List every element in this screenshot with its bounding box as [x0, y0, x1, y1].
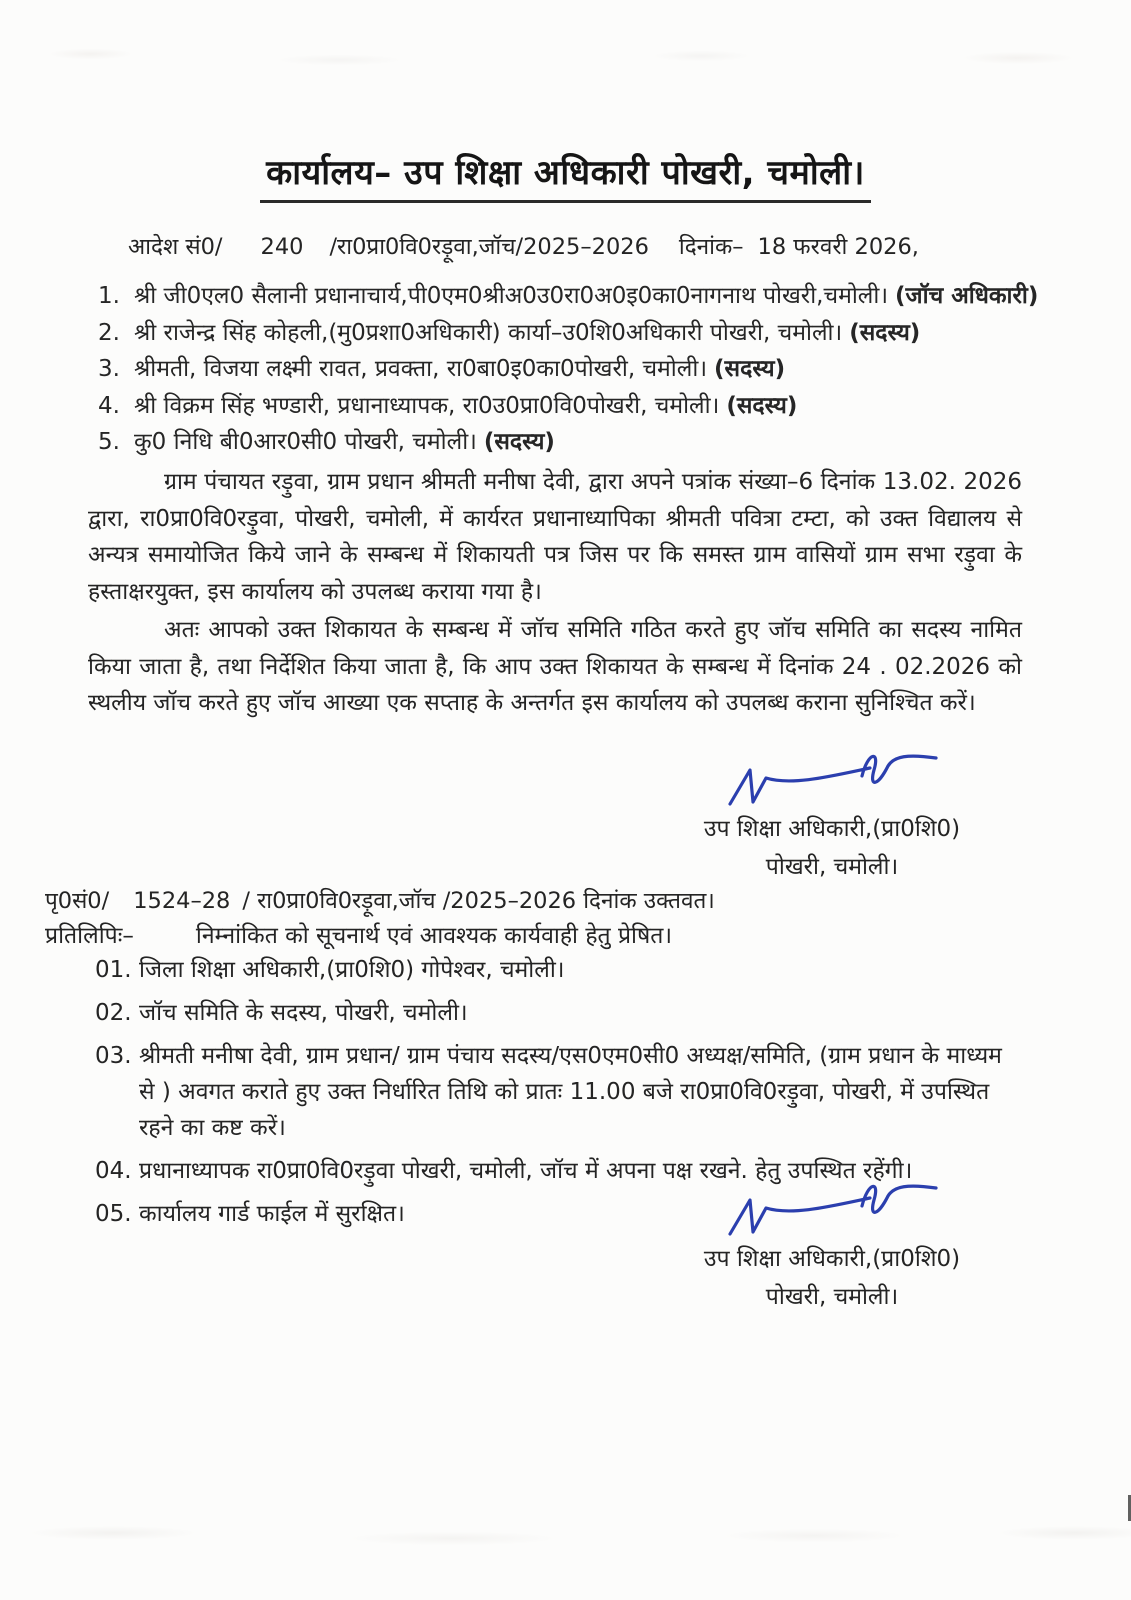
signatory-place: पोखरी, चमोली। — [765, 854, 899, 880]
committee-item-text: श्री विक्रम सिंह भण्डारी, प्रधानाध्यापक, रा0उ0प्रा0वि0पोखरी, चमोली। (सदस्य) — [134, 392, 798, 419]
signatory-designation: उप शिक्षा अधिकारी,(प्रा0शि0) — [703, 1246, 961, 1272]
copy-item-number: 05. — [95, 1201, 132, 1227]
copies-header — [45, 918, 672, 950]
signature-block-1 — [662, 748, 1002, 886]
body-paragraph-1: ग्राम पंचायत रड़ुवा, ग्राम प्रधान श्रीमती मनीषा देवी, द्वारा अपने पत्रांक संख्या–6 दिनांक 13.02. 2026 द्वारा, रा0प्रा0वि0रड़ुवा, पोखरी, चमोली, में कार्यरत प्रधानाध्यापिका श्रीमती पवित्रा टम्टा, को उक्त विद्यालय से अन्यत्र समायोजित किये जाने के सम्बन्ध में शिकायती पत्र जिस पर कि समस्त ग्राम वासियों ग्राम सभा रड़ुवा के हस्ताक्षरयुक्त, इस कार्यालय को उपलब्ध कराया गया है। — [88, 469, 1022, 605]
copy-item-text: प्रधानाध्यापक रा0प्रा0वि0रड़ुवा पोखरी, चमोली, जॉच में अपना पक्ष रखने. हेतु उपस्थित रहेंगी। — [139, 1158, 913, 1184]
committee-item-role: (सदस्य) — [726, 392, 798, 419]
order-number: 240 — [260, 234, 304, 260]
committee-item — [98, 355, 1083, 383]
copy-item-text: कार्यालय गार्ड फाईल में सुरक्षित। — [139, 1201, 405, 1227]
letterhead — [0, 148, 1131, 203]
committee-item-number: 4. — [98, 392, 120, 419]
copy-item-number: 02. — [95, 1000, 132, 1026]
copy-item — [95, 1038, 1023, 1146]
committee-item-text: श्री राजेन्द्र सिंह कोहली,(मु0प्रशा0अधिकारी) कार्या–उ0शि0अधिकारी पोखरी, चमोली। (सदस्य) — [134, 319, 921, 346]
signature-ink — [702, 748, 962, 812]
committee-item-number: 5. — [98, 429, 120, 455]
signature-block-2 — [662, 1178, 1002, 1316]
copy-item-number: 04. — [95, 1158, 132, 1184]
copy-item-number: 03. — [95, 1043, 132, 1069]
copy-item-text: जॉच समिति के सदस्य, पोखरी, चमोली। — [139, 1000, 468, 1026]
endorsement-ref-line — [45, 884, 715, 915]
scan-noise-bottom — [0, 1500, 1131, 1555]
committee-item-number: 1. — [98, 283, 120, 309]
committee-item — [98, 282, 1083, 310]
committee-item-text: श्रीमती, विजया लक्ष्मी रावत, प्रवक्ता, रा0बा0इ0का0पोखरी, चमोली। (सदस्य) — [134, 356, 786, 382]
endorsement-ref-rest: / रा0प्रा0वि0रड़ूवा,जॉच /2025–2026 दिनांक उक्तवत। — [242, 888, 715, 914]
order-date-label: दिनांक– — [678, 234, 744, 260]
committee-item-role: (सदस्य) — [483, 429, 555, 455]
signatory-place: पोखरी, चमोली। — [765, 1284, 899, 1310]
body-paragraph-2: अतः आपको उक्त शिकायत के सम्बन्ध में जॉच समिति गठित करते हुए जॉच समिति का सदस्य नामित किया जाता है, तथा निर्देशित किया जाता है, कि आप उक्त शिकायत के सम्बन्ध में दिनांक 24 . 02.2026 को स्थलीय जॉच करते हुए जॉच आख्या एक सप्ताह के अन्तर्गत इस कार्यालय को उपलब्ध कराना सुनिश्चित करें। — [88, 617, 1022, 716]
committee-item-number: 3. — [98, 356, 120, 382]
copies-intro: निम्नांकित को सूचनार्थ एवं आवश्यक कार्यवाही हेतु प्रेषित। — [195, 923, 673, 949]
committee-item-role: (सदस्य) — [849, 319, 921, 346]
order-reference-line — [128, 230, 1071, 261]
copy-item — [95, 995, 1023, 1031]
committee-item-text: कु0 निधि बी0आर0सी0 पोखरी, चमोली। (सदस्य) — [134, 429, 555, 455]
copy-item — [95, 952, 1023, 988]
copy-item-number: 01. — [95, 957, 132, 983]
copies-label: प्रतिलिपिः– — [45, 923, 134, 949]
committee-item-text: श्री जी0एल0 सैलानी प्रधानाचार्य,पी0एम0श्रीअ0उ0रा0अ0इ0का0नागनाथ पोखरी,चमोली। (जॉच अधिकारी) — [134, 283, 1039, 309]
endorsement-ref-label: पृ0सं0/ — [45, 888, 110, 914]
endorsement-ref-number: 1524–28 — [133, 888, 231, 914]
order-ref: /रा0प्रा0वि0रड़ूवा,जॉच/2025–2026 — [329, 234, 649, 260]
order-date: 18 फरवरी 2026, — [757, 234, 919, 260]
committee-item — [98, 428, 1083, 456]
committee-item — [98, 319, 1083, 347]
committee-list — [98, 282, 1083, 465]
committee-item-role: (सदस्य) — [714, 356, 786, 382]
committee-item-number: 2. — [98, 319, 120, 346]
copy-item-text: जिला शिक्षा अधिकारी,(प्रा0शि0) गोपेश्वर, चमोली। — [139, 957, 565, 983]
page-title: कार्यालय– उप शिक्षा अधिकारी पोखरी, चमोली। — [260, 148, 871, 203]
signature-ink — [702, 1178, 962, 1242]
copy-item-text: श्रीमती मनीषा देवी, ग्राम प्रधान/ ग्राम पंचाय सदस्य/एस0एम0सी0 अध्यक्ष/समिति, (ग्राम प्रधान के माध्यम से ) अवगत कराते हुए उक्त निर्धारित तिथि को प्रातः 11.00 बजे रा0प्रा0वि0रड़ुवा, पोखरी, में उपस्थित रहने का कष्ट करें। — [139, 1043, 1002, 1141]
committee-item — [98, 392, 1083, 420]
order-number-label: आदेश सं0/ — [128, 234, 223, 260]
committee-item-role: (जॉच अधिकारी) — [895, 283, 1039, 309]
scan-noise-top — [0, 38, 1131, 78]
signatory-designation: उप शिक्षा अधिकारी,(प्रा0शि0) — [703, 816, 961, 842]
